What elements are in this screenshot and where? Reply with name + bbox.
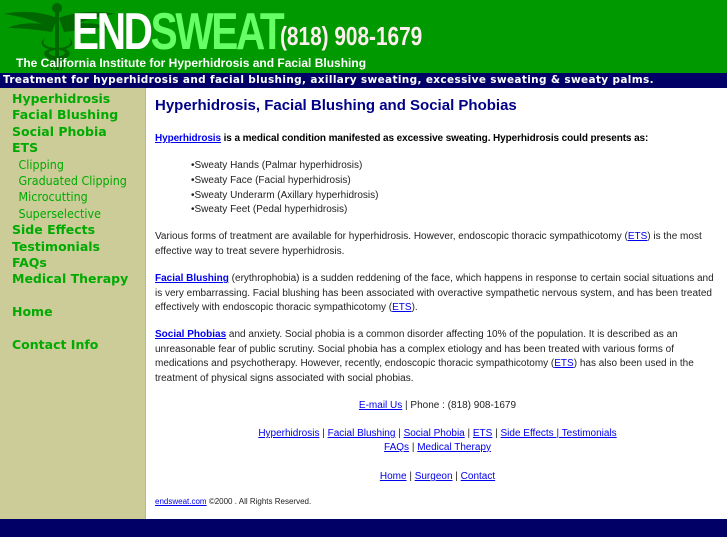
sidebar-item-home[interactable]: Home bbox=[12, 304, 53, 320]
sidebar-item-clipping[interactable]: Clipping bbox=[18, 157, 64, 172]
list-item: •Sweaty Hands (Palmar hyperhidrosis) bbox=[191, 160, 363, 171]
phone-text: | Phone : (818) 908-1679 bbox=[402, 400, 517, 411]
site-logo[interactable] bbox=[72, 4, 282, 60]
separator: | bbox=[395, 428, 404, 439]
bottom-links bbox=[155, 470, 720, 484]
separator: | bbox=[492, 428, 501, 439]
list-item: •Sweaty Face (Facial hyperhidrosis) bbox=[191, 174, 351, 186]
sidebar-item-ets[interactable]: ETS bbox=[12, 140, 39, 156]
treatment-text-end: ) is the most effective way to treat severe hyperhidrosis. bbox=[155, 231, 702, 257]
hyperhidrosis-link[interactable]: Hyperhidrosis bbox=[155, 133, 221, 144]
separator: | bbox=[319, 428, 328, 439]
phobia-text-end: ) has also been used in the treatment of physical signs associated with social phobias. bbox=[155, 358, 694, 384]
header-banner bbox=[0, 0, 727, 73]
footer-link-home[interactable]: Home bbox=[379, 471, 407, 482]
logo-end: END bbox=[72, 3, 151, 61]
phobia-text: and anxiety. Social phobia is a common disorder affecting 10% of the population. It is described as an unreasonable fear of public scrutiny. Social phobia has a complex etiology and has been treated with various forms of medications and psychotherapy. However, recently, endoscopic thoracic sympathicotomy ( bbox=[155, 329, 678, 369]
sidebar-item-microcutting[interactable]: Microcutting bbox=[18, 190, 88, 205]
footer-links bbox=[155, 427, 720, 455]
footer-link-faqs[interactable]: FAQs bbox=[384, 441, 410, 453]
header-phone: (818) 908-1679 bbox=[280, 21, 423, 51]
institute-name: The California Institute for Hyperhidrosis and Facial Blushing bbox=[16, 56, 367, 70]
page-title: Hyperhidrosis, Facial Blushing and Social Phobias bbox=[155, 97, 517, 114]
symptom-list bbox=[191, 159, 378, 218]
logo-sweat: SWEAT bbox=[150, 3, 283, 61]
ets-link[interactable]: ETS bbox=[392, 302, 412, 313]
footer-link-surgeon[interactable]: Surgeon bbox=[414, 471, 453, 482]
separator: | bbox=[464, 428, 473, 439]
sidebar-item-faqs[interactable]: FAQs bbox=[12, 255, 47, 271]
sidebar-item-social-phobia[interactable]: Social Phobia bbox=[12, 123, 107, 139]
separator: | bbox=[409, 441, 418, 453]
footer-link-side-effects-testimonials[interactable]: Side Effects | Testimonials bbox=[500, 428, 617, 439]
email-us-link[interactable]: E-mail Us bbox=[358, 400, 403, 411]
list-item: •Sweaty Feet (Pedal hyperhidrosis) bbox=[191, 204, 348, 216]
sidebar-nav bbox=[0, 88, 145, 353]
phobia-paragraph bbox=[155, 328, 720, 386]
sidebar-item-hyperhidrosis[interactable]: Hyperhidrosis bbox=[12, 91, 111, 106]
treatment-paragraph bbox=[155, 230, 720, 259]
social-phobias-link[interactable]: Social Phobias bbox=[155, 329, 227, 340]
sidebar-item-facial-blushing[interactable]: Facial Blushing bbox=[12, 107, 119, 123]
ets-link[interactable]: ETS bbox=[627, 231, 648, 242]
sidebar-item-graduated-clipping[interactable]: Graduated Clipping bbox=[18, 174, 127, 189]
footer-link-social-phobia[interactable]: Social Phobia bbox=[403, 428, 465, 439]
footer-link-ets[interactable]: ETS bbox=[472, 428, 493, 439]
copyright bbox=[155, 497, 311, 506]
endsweat-link[interactable]: endsweat.com bbox=[155, 497, 207, 506]
facial-blushing-link[interactable]: Facial Blushing bbox=[155, 273, 229, 284]
blushing-paragraph bbox=[155, 272, 720, 316]
list-item: •Sweaty Underarm (Axillary hyperhidrosis) bbox=[191, 189, 379, 201]
sidebar-item-testimonials[interactable]: Testimonials bbox=[12, 238, 101, 254]
sidebar-item-side-effects[interactable]: Side Effects bbox=[12, 222, 96, 238]
treatment-text: Various forms of treatment are available for hyperhidrosis. However, endoscopic thoracic sympathicotomy ( bbox=[155, 231, 628, 242]
intro-text: is a medical condition manifested as excessive sweating. Hyperhidrosis could presents as: bbox=[220, 133, 649, 144]
sidebar bbox=[0, 88, 146, 519]
footer-link-contact[interactable]: Contact bbox=[460, 471, 496, 482]
blushing-text: (erythrophobia) is a sudden reddening of the face, which happens in response to certain social situations and is very embarrassing. Facial blushing has been associated with overactive sympathetic nervous system, and has been treated effectively with endoscopic thoracic sympathicotomy ( bbox=[155, 273, 714, 313]
blushing-text-end: ). bbox=[411, 302, 418, 313]
copyright-text: ©2000 . All Rights Reserved. bbox=[206, 497, 312, 506]
footer-bar bbox=[0, 519, 727, 537]
footer-link-facial-blushing[interactable]: Facial Blushing bbox=[327, 428, 396, 439]
sidebar-item-superselective[interactable]: Superselective bbox=[18, 206, 101, 221]
footer-link-hyperhidrosis[interactable]: Hyperhidrosis bbox=[258, 428, 320, 439]
sidebar-item-contact-info[interactable]: Contact Info bbox=[12, 337, 99, 353]
separator: | bbox=[452, 471, 461, 482]
sidebar-item-medical-therapy[interactable]: Medical Therapy bbox=[12, 271, 129, 287]
separator: | bbox=[406, 471, 415, 482]
intro-paragraph bbox=[155, 132, 720, 147]
contact-line bbox=[155, 399, 720, 413]
footer-link-medical-therapy[interactable]: Medical Therapy bbox=[417, 441, 491, 453]
tagline-bar: Treatment for hyperhidrosis and facial blushing, axillary sweating, excessive sweating & sweaty palms. bbox=[0, 73, 727, 88]
ets-link[interactable]: ETS bbox=[554, 358, 574, 369]
